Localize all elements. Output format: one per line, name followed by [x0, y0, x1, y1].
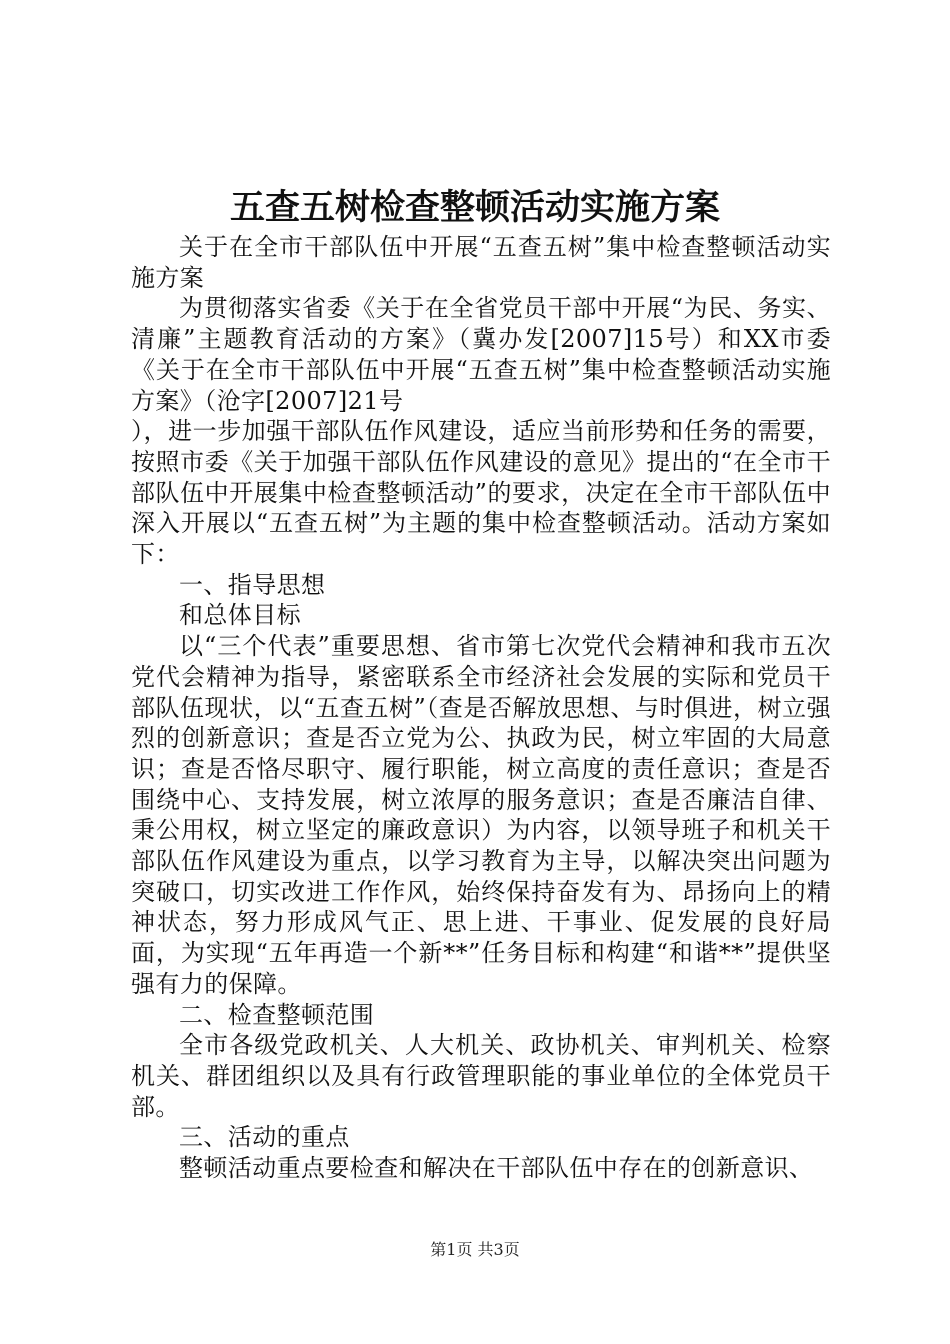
document-body — [131, 232, 831, 1184]
subtitle-paragraph: 关于在全市干部队伍中开展“五查五树”集中检查整顿活动实施方案 — [131, 233, 831, 292]
guiding-thought-paragraph: 以“三个代表”重要思想、省市第七次党代会精神和我市五次党代会精神为指导，紧密联系全市经济社会发展的实际和党员干部队伍现状，以“五查五树”（查是否解放思想、与时俱进，树立强烈的创新意识；查是否立党为公、执政为民，树立牢固的大局意识；查是否恪尽职守、履行职能，树立高度的责任意识；查是否围绕中心、支持发展，树立浓厚的服务意识；查是否廉洁自律、秉公用权，树立坚定的廉政意识）为内容，以领导班子和机关干部队伍作风建设为重点，以学习教育为主导，以解决突出问题为突破口，切实改进工作作风，始终保持奋发有为、昂扬向上的精神状态，努力形成风气正、思上进、干事业、促发展的良好局面，为实现“五年再造一个新**”任务目标和构建“和谐**”提供坚强有力的保障。 — [131, 632, 831, 998]
section-heading-overall-goal: 和总体目标 — [179, 601, 301, 630]
section-heading-scope: 二、检查整顿范围 — [179, 1000, 375, 1029]
intro-continuation-paragraph: ），进一步加强干部队伍作风建设，适应当前形势和任务的需要，按照市委《关于加强干部队伍作风建设的意见》提出的“在全市干部队伍中开展集中检查整顿活动”的要求，决定在全市干部队伍中深入开展以“五查五树”为主题的集中检查整顿活动。活动方案如下： — [131, 417, 831, 569]
document-title: 五查五树检查整顿活动实施方案 — [229, 187, 720, 228]
scope-paragraph: 全市各级党政机关、人大机关、政协机关、审判机关、检察机关、群团组织以及具有行政管理职能的事业单位的全体党员干部。 — [131, 1031, 831, 1121]
section-heading-focus: 三、活动的重点 — [179, 1123, 350, 1152]
focus-paragraph: 整顿活动重点要检查和解决在干部队伍中存在的创新意识、 — [179, 1154, 814, 1183]
section-heading-guiding-thought: 一、指导思想 — [179, 570, 326, 599]
intro-paragraph: 为贯彻落实省委《关于在全省党员干部中开展“为民、务实、清廉”主题教育活动的方案》（冀办发[2007]15号）和XX市委《关于在全市干部队伍中开展“五查五树”集中检查整顿活动实施方案》（沧字[2007]21号 — [131, 294, 831, 415]
page-number-footer: 第1页 共3页 — [430, 1240, 520, 1259]
